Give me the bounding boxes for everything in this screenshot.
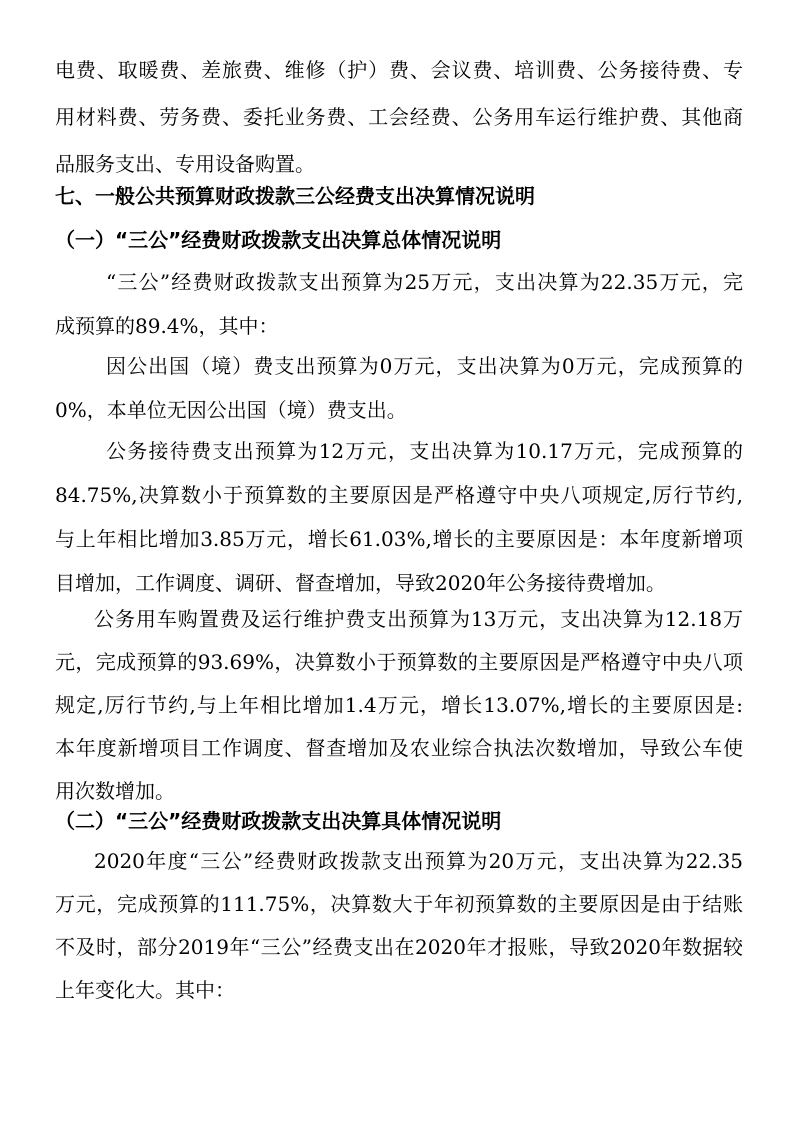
paragraph-line: “三公”经费财政拨款支出预算为25万元，支出决算为22.35万元，完 <box>106 270 743 294</box>
paragraph-line: 万元，完成预算的111.75%，决算数大于年初预算数的主要原因是由于结账 <box>55 892 743 916</box>
paragraph-line: 因公出国（境）费支出预算为0万元，支出决算为0万元，完成预算的 <box>106 354 743 378</box>
paragraph-line: 0%，本单位无因公出国（境）费支出。 <box>55 398 407 422</box>
paragraph-line: 品服务支出、专用设备购置。 <box>55 152 315 176</box>
paragraph-line: 本年度新增项目工作调度、督查增加及农业综合执法次数增加，导致公车使 <box>55 736 743 760</box>
paragraph-line: 用材料费、劳务费、委托业务费、工会经费、公务用车运行维护费、其他商 <box>55 105 743 129</box>
paragraph-line: 不及时，部分2019年“三公”经费支出在2020年才报账，导致2020年数据较 <box>55 935 743 959</box>
subsection-heading: （一）“三公”经费财政拨款支出决算总体情况说明 <box>55 228 502 252</box>
paragraph-line: 电费、取暖费、差旅费、维修（护）费、会议费、培训费、公务接待费、专 <box>55 58 743 82</box>
paragraph-line: 规定,厉行节约,与上年相比增加1.4万元，增长13.07%,增长的主要原因是: <box>55 693 743 717</box>
paragraph-line: 2020年度“三公”经费财政拨款支出预算为20万元，支出决算为22.35 <box>94 849 743 873</box>
paragraph-line: 与上年相比增加3.85万元，增长61.03%,增长的主要原因是：本年度新增项 <box>55 527 743 551</box>
paragraph-line: 上年变化大。其中： <box>55 978 235 1002</box>
paragraph-line: 目增加，工作调度、调研、督查增加，导致2020年公务接待费增加。 <box>55 571 666 595</box>
paragraph-line: 84.75%,决算数小于预算数的主要原因是严格遵守中央八项规定,厉行节约, <box>55 483 743 507</box>
paragraph-line: 公务接待费支出预算为12万元，支出决算为10.17万元，完成预算的 <box>106 439 743 463</box>
section-heading: 七、一般公共预算财政拨款三公经费支出决算情况说明 <box>55 184 535 208</box>
paragraph-line: 公务用车购置费及运行维护费支出预算为13万元，支出决算为12.18万 <box>94 607 743 631</box>
subsection-heading: （二）“三公”经费财政拨款支出决算具体情况说明 <box>55 809 502 833</box>
paragraph-line: 用次数增加。 <box>55 779 175 803</box>
paragraph-line: 元，完成预算的93.69%，决算数小于预算数的主要原因是严格遵守中央八项 <box>55 650 743 674</box>
paragraph-line: 成预算的89.4%，其中： <box>55 314 279 338</box>
